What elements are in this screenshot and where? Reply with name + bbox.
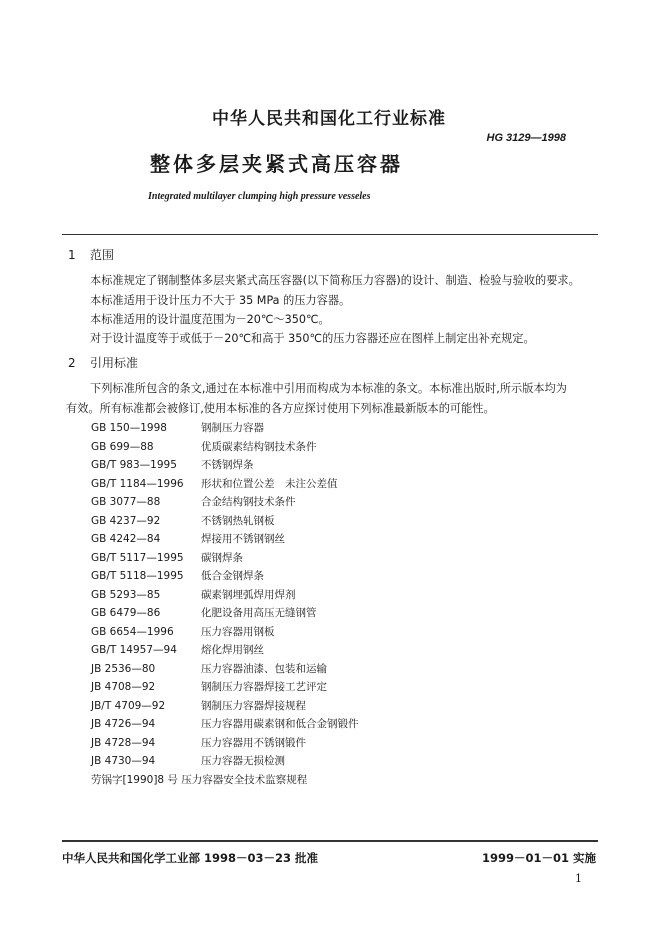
footer-divider (62, 840, 598, 842)
reference-row (91, 698, 306, 716)
standard-code: HG 3129—1998 (486, 132, 566, 144)
reference-code: GB 6479—86 (91, 607, 161, 619)
reference-code: JB 4728—94 (91, 736, 156, 749)
reference-title: 压力容器用钢板 (201, 625, 275, 638)
paragraph: 下列标准所包含的条文,通过在本标准中引用而构成为本标准的条文。本标准出版时,所示版本均为 (90, 382, 567, 395)
reference-title: 形状和位置公差 未注公差值 (201, 477, 338, 490)
reference-title: 焊接用不锈钢钢丝 (201, 533, 285, 545)
paragraph: 本标准规定了钢制整体多层夹紧式高压容器(以下简称压力容器)的设计、制造、检验与验收的要求。 (90, 274, 580, 287)
reference-title: 不锈钢焊条 (201, 459, 254, 471)
reference-title: 碳钢焊条 (201, 551, 243, 564)
section-number: 1 (68, 248, 76, 262)
reference-title: 压力容器用不锈钢锻件 (201, 736, 306, 749)
reference-code: GB/T 5118—1995 (91, 570, 184, 582)
section-title: 引用标准 (90, 356, 139, 370)
reference-title: 合金结构钢技术条件 (201, 496, 296, 508)
reference-row (91, 476, 338, 494)
reference-title: 优质碳素结构钢技术条件 (201, 440, 317, 453)
reference-title: 钢制压力容器焊接工艺评定 (201, 681, 327, 693)
reference-row (91, 513, 275, 531)
reference-row (91, 624, 275, 642)
reference-title: 压力容器无损检测 (201, 755, 285, 767)
reference-code: GB/T 1184—1996 (91, 477, 184, 490)
reference-code: JB 2536—80 (91, 662, 156, 675)
reference-title: 不锈钢热轧钢板 (201, 514, 275, 527)
reference-code: GB 6654—1996 (91, 625, 174, 638)
effective-date: 1999－01－01 实施 (481, 851, 596, 865)
paragraph: 对于设计温度等于或低于－20℃和高于 350℃的压力容器还应在图样上制定出补充规定。 (90, 332, 535, 345)
reference-row (91, 587, 296, 605)
reference-row (91, 753, 285, 771)
section-2-heading (68, 354, 138, 371)
reference-title: 钢制压力容器 (201, 422, 264, 434)
reference-row (91, 679, 327, 697)
reference-title: 碳素钢埋弧焊用焊剂 (201, 588, 296, 601)
page-number: 1 (575, 872, 582, 885)
reference-row (91, 531, 285, 549)
reference-row (91, 550, 243, 568)
reference-code: JB 4708—92 (91, 681, 156, 693)
reference-code: JB 4726—94 (91, 718, 156, 730)
reference-row (91, 568, 264, 586)
reference-row (91, 457, 254, 475)
section-1-heading (68, 246, 114, 263)
reference-code: GB/T 5117—1995 (91, 551, 184, 564)
reference-code: GB 5293—85 (91, 588, 161, 601)
paragraph: 本标准适用于设计压力不大于 35 MPa 的压力容器。 (90, 294, 351, 307)
reference-row (91, 439, 317, 457)
reference-code: GB 699—88 (91, 440, 154, 453)
reference-code: GB/T 983—1995 (91, 459, 177, 471)
reference-row (91, 716, 359, 734)
reference-row (91, 420, 264, 438)
reference-title: 压力容器油漆、包装和运输 (201, 662, 327, 675)
reference-row-regulation: 劳锅字[1990]8 号 压力容器安全技术监察规程 (91, 773, 308, 786)
reference-code: GB 4242—84 (91, 533, 161, 545)
reference-code: GB 3077—88 (91, 496, 161, 508)
document-title: 整体多层夹紧式高压容器 (150, 152, 403, 176)
paragraph: 本标准适用的设计温度范围为－20℃～350℃。 (90, 313, 330, 326)
reference-code: GB/T 14957—94 (91, 644, 177, 656)
standard-name: 中华人民共和国化工行业标准 (212, 109, 446, 129)
reference-row (91, 605, 317, 623)
document-title-english: Integrated multilayer clumping high pressure vesseles (148, 191, 371, 202)
reference-title: 熔化焊用钢丝 (201, 644, 264, 656)
reference-row (91, 735, 306, 753)
reference-code: JB 4730—94 (91, 755, 156, 767)
reference-title: 压力容器用碳素钢和低合金钢锻件 (201, 718, 359, 730)
header-divider (62, 234, 598, 235)
section-title: 范围 (90, 248, 115, 262)
reference-title: 低合金钢焊条 (201, 570, 264, 582)
reference-row (91, 642, 264, 660)
reference-code: GB 4237—92 (91, 514, 161, 527)
reference-code: JB/T 4709—92 (91, 699, 166, 712)
reference-row (91, 494, 296, 512)
reference-title: 化肥设备用高压无缝钢管 (201, 607, 317, 619)
reference-row (91, 661, 327, 679)
issuer-approval: 中华人民共和国化学工业部 1998－03－23 批准 (62, 851, 319, 865)
reference-title: 钢制压力容器焊接规程 (201, 699, 306, 712)
paragraph: 有效。所有标准都会被修订,使用本标准的各方应探讨使用下列标准最新版本的可能性。 (66, 402, 495, 415)
reference-code: GB 150—1998 (91, 422, 167, 434)
section-number: 2 (68, 356, 76, 370)
